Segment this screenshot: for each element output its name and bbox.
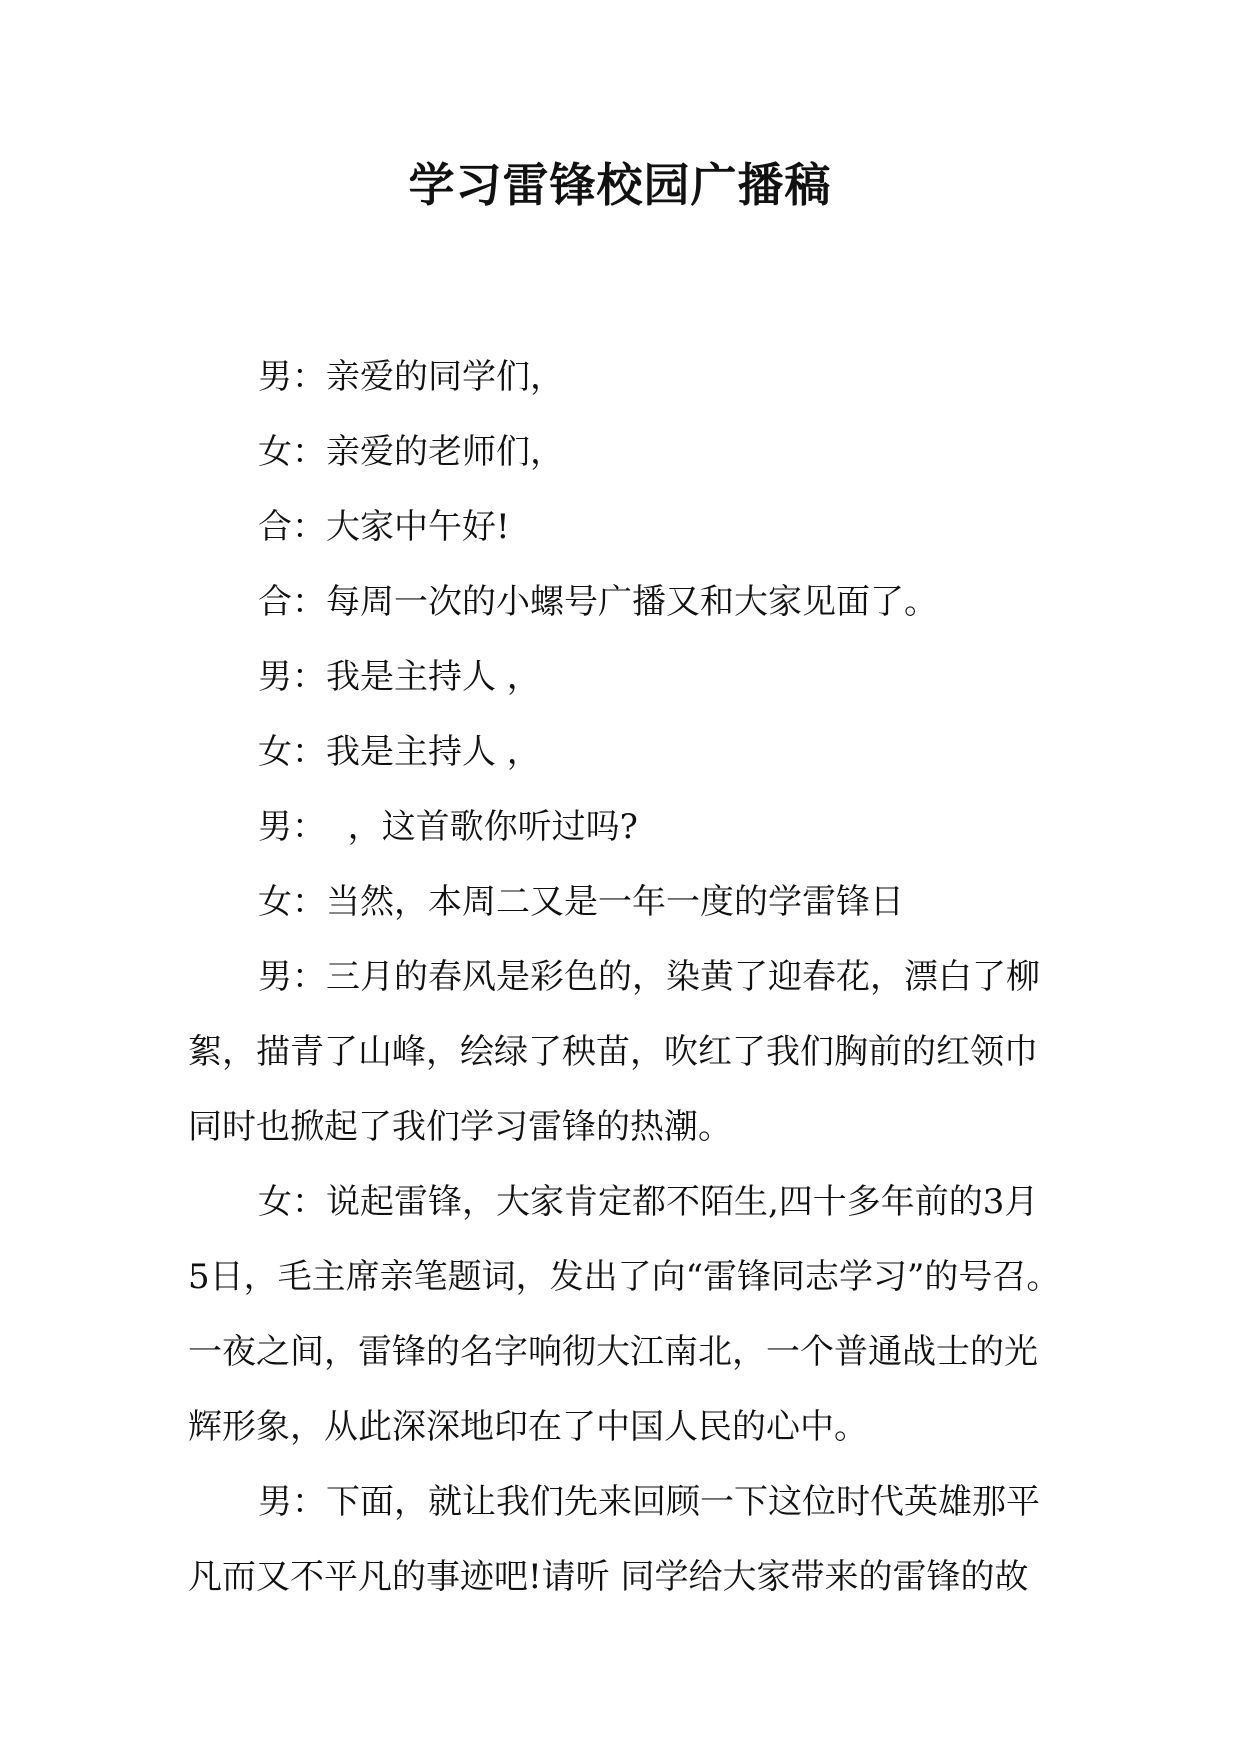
paragraph-line: 女：我是主持人 ，	[258, 732, 541, 772]
paragraph-line: 凡而又不平凡的事迹吧!请听 同学给大家带来的雷锋的故	[188, 1557, 1029, 1597]
paragraph-line: 合：每周一次的小螺号广播又和大家见面了。	[258, 582, 938, 622]
paragraph-line: 男：亲爱的同学们，	[258, 357, 564, 397]
paragraph-line: 男：三月的春风是彩色的，染黄了迎春花，漂白了柳	[258, 957, 1040, 997]
paragraph-line: 男：我是主持人 ，	[258, 657, 541, 697]
paragraph-line: 同时也掀起了我们学习雷锋的热潮。	[188, 1107, 732, 1147]
paragraph-line: 女：当然，本周二又是一年一度的学雷锋日	[258, 882, 904, 922]
paragraph-line: 一夜之间，雷锋的名字响彻大江南北，一个普通战士的光	[188, 1332, 1038, 1372]
document-body	[188, 340, 1061, 1615]
document-title: 学习雷锋校园广播稿	[408, 158, 832, 212]
paragraph-line: 男： ，这首歌你听过吗?	[258, 807, 638, 847]
paragraph-line: 絮，描青了山峰，绘绿了秧苗，吹红了我们胸前的红领巾	[188, 1032, 1038, 1072]
paragraph-line: 5日，毛主席亲笔题词，发出了向“雷锋同志学习”的号召。	[188, 1257, 1061, 1297]
paragraph-line: 女：说起雷锋，大家肯定都不陌生,四十多年前的3月	[258, 1182, 1039, 1222]
paragraph-line: 男：下面，就让我们先来回顾一下这位时代英雄那平	[258, 1482, 1040, 1522]
paragraph-line: 女：亲爱的老师们，	[258, 432, 564, 472]
paragraph-line: 合：大家中午好!	[258, 507, 510, 547]
paragraph-line: 辉形象，从此深深地印在了中国人民的心中。	[188, 1407, 868, 1447]
